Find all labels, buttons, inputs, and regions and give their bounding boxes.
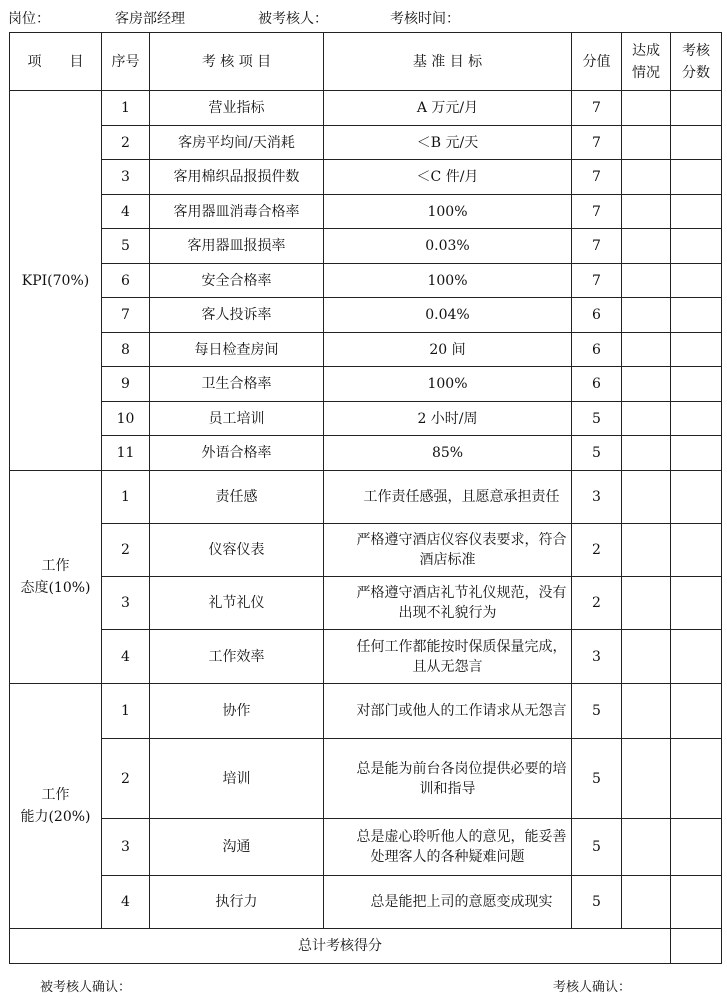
row-no: 2 xyxy=(102,739,150,819)
reviewer-confirm-label: 考核人确认： xyxy=(553,980,632,995)
row-achieved-cell[interactable] xyxy=(622,126,671,160)
table-row xyxy=(10,876,722,929)
col-header-review-score-line2: 分数 xyxy=(682,64,710,81)
row-standard: 总是虚心聆听他人的意见，能妥善处理客人的各种疑难问题 xyxy=(324,819,572,876)
row-no: 9 xyxy=(102,367,150,402)
col-header-achieved xyxy=(622,33,671,91)
row-standard: 工作责任感强，且愿意承担责任 xyxy=(324,471,572,524)
row-standard: 20 间 xyxy=(324,333,572,367)
row-standard: 85% xyxy=(324,436,572,471)
position-label: 岗位： xyxy=(8,11,50,27)
group-label-line: 能力(20%) xyxy=(20,809,91,825)
row-review-item: 工作效率 xyxy=(150,630,324,684)
row-review-score-cell[interactable] xyxy=(671,684,722,739)
row-review-score-cell[interactable] xyxy=(671,436,722,471)
row-achieved-cell[interactable] xyxy=(622,91,671,126)
row-achieved-cell[interactable] xyxy=(622,524,671,577)
table-row xyxy=(10,126,722,160)
row-achieved-cell[interactable] xyxy=(622,684,671,739)
row-no: 1 xyxy=(102,91,150,126)
row-review-score-cell[interactable] xyxy=(671,333,722,367)
table-row xyxy=(10,91,722,126)
row-score: 7 xyxy=(572,160,622,195)
row-no: 4 xyxy=(102,630,150,684)
row-score: 2 xyxy=(572,524,622,577)
table-row xyxy=(10,367,722,402)
form-footer xyxy=(0,976,727,996)
row-review-score-cell[interactable] xyxy=(671,91,722,126)
group-label xyxy=(10,684,102,929)
row-standard: 100% xyxy=(324,195,572,229)
row-standard: 0.03% xyxy=(324,229,572,264)
row-score: 5 xyxy=(572,402,622,436)
row-no: 4 xyxy=(102,876,150,929)
row-review-score-cell[interactable] xyxy=(671,630,722,684)
row-no: 3 xyxy=(102,577,150,630)
kpi-review-table xyxy=(9,32,722,964)
row-review-item: 培训 xyxy=(150,739,324,819)
row-standard: 任何工作都能按时保质保量完成，且从无怨言 xyxy=(324,630,572,684)
form-header xyxy=(0,8,727,28)
row-review-item: 客人投诉率 xyxy=(150,298,324,333)
row-review-item: 营业指标 xyxy=(150,91,324,126)
row-review-item: 责任感 xyxy=(150,471,324,524)
col-header-review-score-line1: 考核 xyxy=(682,42,710,59)
row-standard: A 万元/月 xyxy=(324,91,572,126)
row-score: 5 xyxy=(572,876,622,929)
row-review-score-cell[interactable] xyxy=(671,739,722,819)
row-standard: 100% xyxy=(324,264,572,298)
row-achieved-cell[interactable] xyxy=(622,402,671,436)
table-row xyxy=(10,264,722,298)
row-score: 6 xyxy=(572,367,622,402)
row-achieved-cell[interactable] xyxy=(622,367,671,402)
row-review-item: 外语合格率 xyxy=(150,436,324,471)
row-review-item: 沟通 xyxy=(150,819,324,876)
row-score: 5 xyxy=(572,436,622,471)
group-label-line: KPI(70%) xyxy=(21,272,90,289)
row-achieved-cell[interactable] xyxy=(622,876,671,929)
row-review-item: 客用棉织品报损件数 xyxy=(150,160,324,195)
group-label xyxy=(10,471,102,684)
row-score: 7 xyxy=(572,91,622,126)
group-label-line: 工作 xyxy=(41,558,70,574)
row-no: 7 xyxy=(102,298,150,333)
row-standard: ＜C 件/月 xyxy=(324,160,572,195)
row-review-item: 安全合格率 xyxy=(150,264,324,298)
col-header-score: 分值 xyxy=(572,33,622,91)
row-review-item: 执行力 xyxy=(150,876,324,929)
row-review-score-cell[interactable] xyxy=(671,298,722,333)
table-row xyxy=(10,630,722,684)
row-standard: ＜B 元/天 xyxy=(324,126,572,160)
row-score: 6 xyxy=(572,333,622,367)
row-score: 5 xyxy=(572,819,622,876)
row-standard: 0.04% xyxy=(324,298,572,333)
row-no: 8 xyxy=(102,333,150,367)
row-review-score-cell[interactable] xyxy=(671,524,722,577)
table-row xyxy=(10,684,722,739)
row-standard: 对部门或他人的工作请求从无怨言 xyxy=(324,684,572,739)
col-header-review-score xyxy=(671,33,722,91)
row-review-score-cell[interactable] xyxy=(671,264,722,298)
table-row xyxy=(10,471,722,524)
row-score: 5 xyxy=(572,684,622,739)
row-standard: 严格遵守酒店仪容仪表要求，符合酒店标准 xyxy=(324,524,572,577)
row-achieved-cell[interactable] xyxy=(622,333,671,367)
table-row xyxy=(10,739,722,819)
row-score: 7 xyxy=(572,195,622,229)
row-review-score-cell[interactable] xyxy=(671,126,722,160)
row-score: 3 xyxy=(572,630,622,684)
row-review-score-cell[interactable] xyxy=(671,577,722,630)
col-header-standard: 基 准 目 标 xyxy=(324,33,572,91)
table-row xyxy=(10,524,722,577)
row-review-item: 客用器皿消毒合格率 xyxy=(150,195,324,229)
row-no: 2 xyxy=(102,126,150,160)
table-header-row xyxy=(10,33,722,91)
row-standard: 总是能为前台各岗位提供必要的培训和指导 xyxy=(324,739,572,819)
row-review-score-cell[interactable] xyxy=(671,229,722,264)
row-review-item: 仪容仪表 xyxy=(150,524,324,577)
table-row xyxy=(10,402,722,436)
table-row xyxy=(10,298,722,333)
reviewee-label: 被考核人： xyxy=(258,11,328,27)
row-score: 7 xyxy=(572,229,622,264)
row-no: 4 xyxy=(102,195,150,229)
col-header-item: 项 目 xyxy=(10,33,102,91)
row-score: 6 xyxy=(572,298,622,333)
row-score: 5 xyxy=(572,739,622,819)
row-no: 1 xyxy=(102,471,150,524)
group-label-line: 态度(10%) xyxy=(20,580,91,596)
row-review-item: 礼节礼仪 xyxy=(150,577,324,630)
group-label-line: 工作 xyxy=(41,787,70,803)
table-row xyxy=(10,229,722,264)
row-achieved-cell[interactable] xyxy=(622,436,671,471)
row-standard: 总是能把上司的意愿变成现实 xyxy=(324,876,572,929)
row-achieved-cell[interactable] xyxy=(622,630,671,684)
total-score-cell[interactable] xyxy=(671,929,722,964)
table-row xyxy=(10,195,722,229)
row-review-score-cell[interactable] xyxy=(671,195,722,229)
review-time-label: 考核时间： xyxy=(390,11,460,27)
col-header-achieved-line2: 情况 xyxy=(632,64,660,81)
row-review-item: 协作 xyxy=(150,684,324,739)
row-no: 6 xyxy=(102,264,150,298)
row-no: 1 xyxy=(102,684,150,739)
table-row xyxy=(10,819,722,876)
row-review-score-cell[interactable] xyxy=(671,160,722,195)
row-review-item: 客房平均间/天消耗 xyxy=(150,126,324,160)
row-standard: 100% xyxy=(324,367,572,402)
row-achieved-cell[interactable] xyxy=(622,819,671,876)
col-header-achieved-line1: 达成 xyxy=(632,42,660,59)
table-row xyxy=(10,577,722,630)
row-review-score-cell[interactable] xyxy=(671,367,722,402)
row-no: 3 xyxy=(102,819,150,876)
group-label xyxy=(10,91,102,471)
row-no: 11 xyxy=(102,436,150,471)
row-score: 7 xyxy=(572,264,622,298)
col-header-no: 序号 xyxy=(102,33,150,91)
row-no: 5 xyxy=(102,229,150,264)
row-review-score-cell[interactable] xyxy=(671,471,722,524)
row-standard: 2 小时/周 xyxy=(324,402,572,436)
col-header-review-item: 考 核 项 目 xyxy=(150,33,324,91)
row-achieved-cell[interactable] xyxy=(622,160,671,195)
reviewee-confirm-label: 被考核人确认： xyxy=(40,980,132,995)
position-value: 客房部经理 xyxy=(115,11,185,27)
table-row xyxy=(10,160,722,195)
total-row xyxy=(10,929,722,964)
row-no: 10 xyxy=(102,402,150,436)
row-review-item: 每日检查房间 xyxy=(150,333,324,367)
row-achieved-cell[interactable] xyxy=(622,229,671,264)
row-review-score-cell[interactable] xyxy=(671,402,722,436)
row-achieved-cell[interactable] xyxy=(622,264,671,298)
row-review-score-cell[interactable] xyxy=(671,876,722,929)
row-achieved-cell[interactable] xyxy=(622,471,671,524)
row-no: 3 xyxy=(102,160,150,195)
row-review-item: 员工培训 xyxy=(150,402,324,436)
row-review-score-cell[interactable] xyxy=(671,819,722,876)
row-review-item: 客用器皿报损率 xyxy=(150,229,324,264)
row-achieved-cell[interactable] xyxy=(622,298,671,333)
row-achieved-cell[interactable] xyxy=(622,739,671,819)
row-score: 7 xyxy=(572,126,622,160)
table-row xyxy=(10,436,722,471)
row-achieved-cell[interactable] xyxy=(622,195,671,229)
row-standard: 严格遵守酒店礼节礼仪规范，没有出现不礼貌行为 xyxy=(324,577,572,630)
row-no: 2 xyxy=(102,524,150,577)
row-achieved-cell[interactable] xyxy=(622,577,671,630)
row-score: 3 xyxy=(572,471,622,524)
table-row xyxy=(10,333,722,367)
row-review-item: 卫生合格率 xyxy=(150,367,324,402)
total-label: 总计考核得分 xyxy=(10,929,671,964)
row-score: 2 xyxy=(572,577,622,630)
